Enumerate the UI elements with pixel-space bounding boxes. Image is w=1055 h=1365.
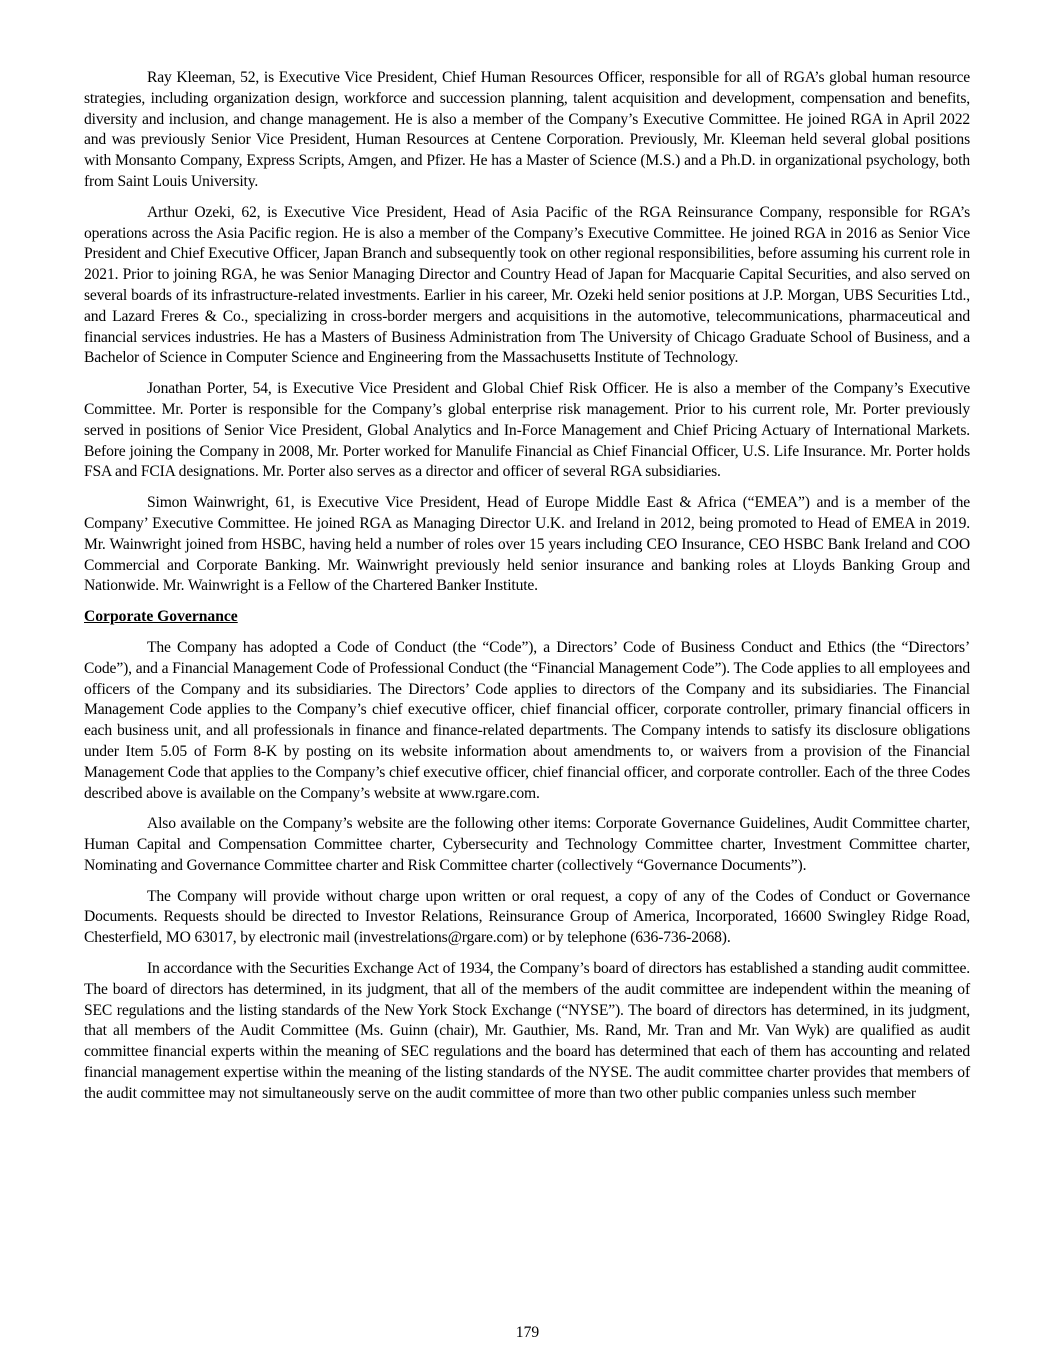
- section-heading-corporate-governance: Corporate Governance: [84, 608, 238, 626]
- governance-paragraph-codes: The Company has adopted a Code of Conduct (the “Code”), a Directors’ Code of Business Conduct and Ethics (the “Directors’ Code”), and a Financial Management Code of Professional Conduct (the “Financial Management Code”). The Code applies to all employees and officers of the Company and its subsidiaries. The Directors’ Code applies to directors of the Company and its subsidiaries. The Financial Management Code applies to the Company’s chief executive officer, chief financial officer, corporate controller, primary financial officers in each business unit, and all professionals in finance and finance-related departments. The Company intends to satisfy its disclosure obligations under Item 5.05 of Form 8-K by posting on its website information about amendments to, or waivers from a provision of the Financial Management Code that applies to the Company’s chief executive officer, chief financial officer, and corporate controller. Each of the three Codes described above is available on the Company’s website at www.rgare.com.: [84, 638, 970, 802]
- bio-paragraph-porter: Jonathan Porter, 54, is Executive Vice President and Global Chief Risk Officer. He is also a member of the Company’s Executive Committee. Mr. Porter is responsible for the Company’s global enterprise risk management. Prior to his current role, Mr. Porter previously served in positions of Senior Vice President, Global Analytics and In-Force Management and Chief Pricing Actuary of International Markets. Before joining the Company in 2008, Mr. Porter worked for Manulife Financial as Chief Financial Officer, U.S. Life Insurance. Mr. Porter holds FSA and FCIA designations. Mr. Porter also serves as a director and officer of several RGA subsidiaries.: [84, 380, 970, 481]
- bio-paragraph-wainwright: Simon Wainwright, 61, is Executive Vice President, Head of Europe Middle East & Africa (“EMEA”) and is a member of the Company’ Executive Committee. He joined RGA as Managing Director U.K. and Ireland in 2012, being promoted to Head of EMEA in 2019. Mr. Wainwright joined from HSBC, having held a number of roles over 15 years including CEO Insurance, CEO HSBC Bank Ireland and COO Commercial and Corporate Banking. Mr. Wainwright previously held senior insurance and banking roles at Lloyds Banking Group and Nationwide. Mr. Wainwright is a Fellow of the Chartered Banker Institute.: [84, 494, 970, 595]
- document-page: [84, 68, 970, 1115]
- bio-paragraph-ozeki: Arthur Ozeki, 62, is Executive Vice President, Head of Asia Pacific of the RGA Reinsurance Company, responsible for RGA’s operations across the Asia Pacific region. He is also a member of the Company’s Executive Committee. He joined RGA in 2016 as Senior Vice President and Chief Executive Officer, Japan Branch and subsequently took on other regional responsibilities, before assuming his current role in 2021. Prior to joining RGA, he was Senior Managing Director and Country Head of Japan for Macquarie Capital Securities, and also served on several boards of its infrastructure-related investments. Earlier in his career, Mr. Ozeki held senior positions at J.P. Morgan, UBS Securities Ltd., and Lazard Freres & Co., specializing in cross-border mergers and acquisitions in the automotive, telecommunications, pharmaceutical and financial services industries. He has a Masters of Business Administration from The University of Chicago Graduate School of Business, and a Bachelor of Science in Computer Science and Engineering from the Massachusetts Institute of Technology.: [84, 203, 970, 367]
- governance-paragraph-requests: The Company will provide without charge upon written or oral request, a copy of any of the Codes of Conduct or Governance Documents. Requests should be directed to Investor Relations, Reinsurance Group of America, Incorporated, 16600 Swingley Ridge Road, Chesterfield, MO 63017, by electronic mail (investrelations@rgare.com) or by telephone (636-736-2068).: [84, 887, 970, 947]
- governance-paragraph-documents: Also available on the Company’s website are the following other items: Corporate Governance Guidelines, Audit Committee charter, Human Capital and Compensation Committee charter, Cybersecurity and Technology Committee charter, Investment Committee charter, Nominating and Governance Committee charter and Risk Committee charter (collectively “Governance Documents”).: [84, 815, 970, 874]
- page-number: 179: [515, 1324, 540, 1341]
- governance-paragraph-audit-committee: In accordance with the Securities Exchange Act of 1934, the Company’s board of directors has established a standing audit committee. The board of directors has determined, in its judgment, that all of the members of the audit committee are independent within the meaning of SEC regulations and the listing standards of the New York Stock Exchange (“NYSE”). The board of directors has determined, in its judgment, that all members of the Audit Committee (Ms. Guinn (chair), Mr. Gauthier, Ms. Rand, Mr. Tran and Mr. Van Wyk) are qualified as audit committee financial experts within the meaning of SEC regulations and the board has determined that each of them has accounting and related financial management expertise within the meaning of the listing standards of the NYSE. The audit committee charter provides that members of the audit committee may not simultaneously serve on the audit committee of more than two other public companies unless such member: [84, 960, 970, 1102]
- bio-paragraph-kleeman: Ray Kleeman, 52, is Executive Vice President, Chief Human Resources Officer, responsible for all of RGA’s global human resource strategies, including organization design, workforce and succession planning, talent acquisition and development, compensation and benefits, diversity and inclusion, and change management. He is also a member of the Company’s Executive Committee. He joined RGA in April 2022 and was previously Senior Vice President, Human Resources at Centene Corporation. Previously, Mr. Kleeman held several global positions with Monsanto Company, Express Scripts, Amgen, and Pfizer. He has a Master of Science (M.S.) and a Ph.D. in organizational psychology, both from Saint Louis University.: [84, 69, 970, 190]
